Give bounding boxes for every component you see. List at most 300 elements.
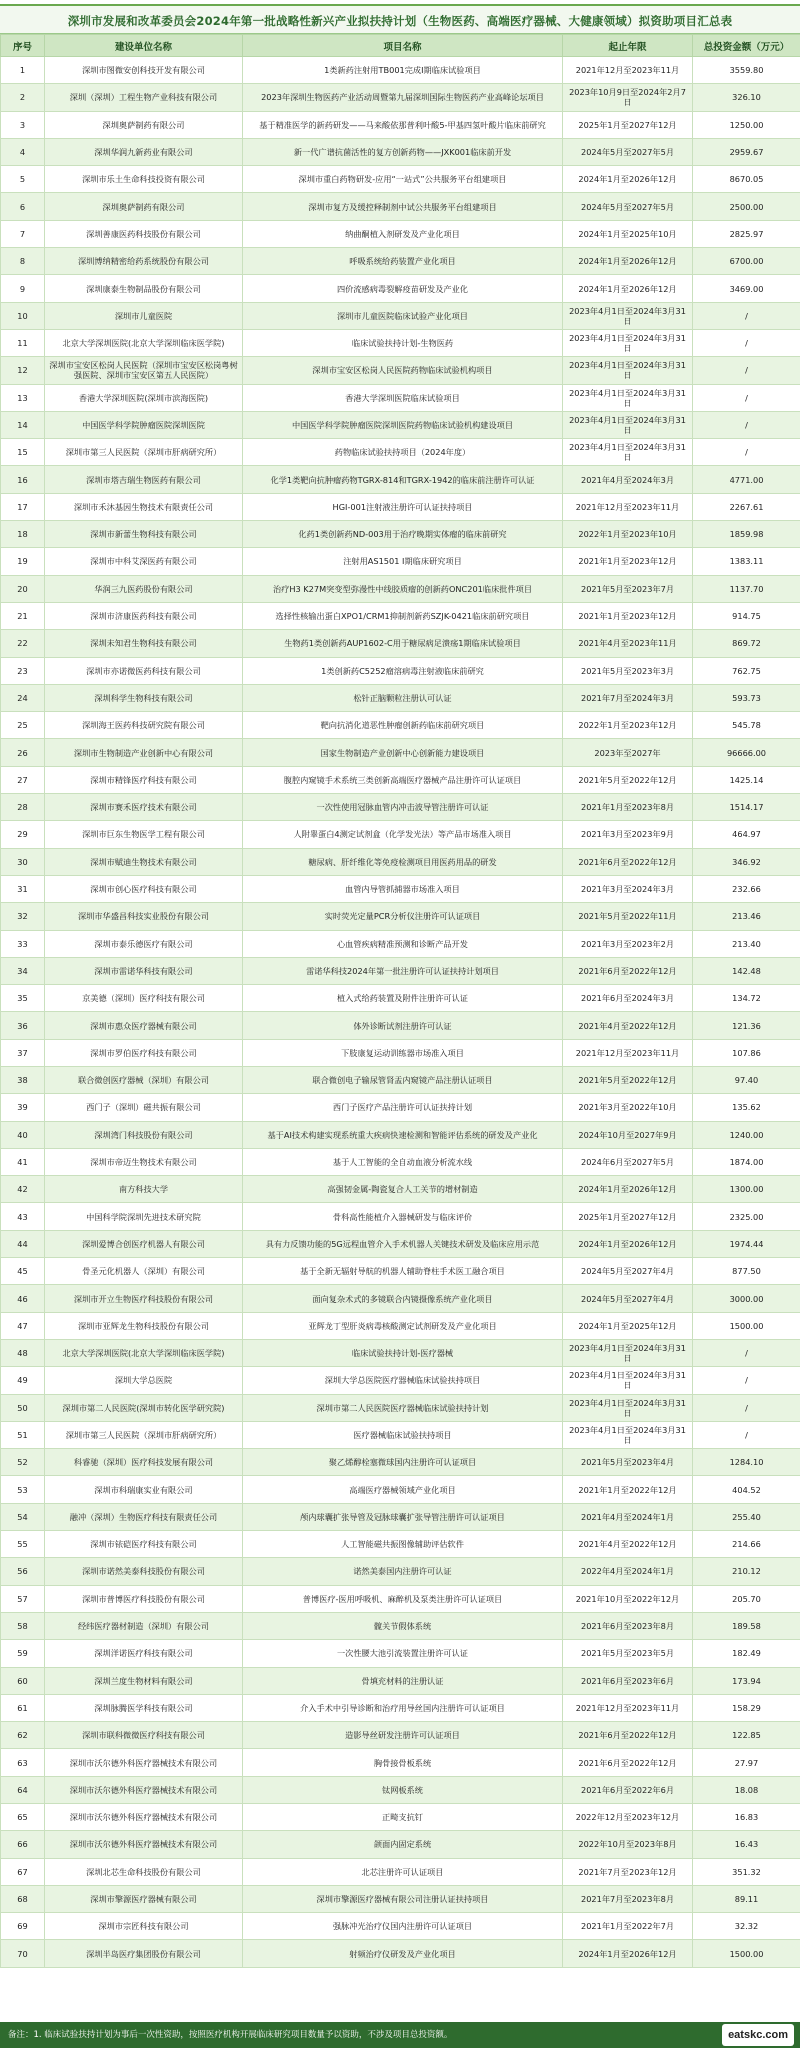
table-row: [1, 985, 800, 1012]
cell-period: 2024年1月至2026年12月: [563, 248, 693, 275]
cell-organization: 深圳爱博合创医疗机器人有限公司: [45, 1230, 243, 1257]
cell-amount: 1425.14: [693, 766, 800, 793]
cell-amount: 213.46: [693, 903, 800, 930]
cell-index: 38: [1, 1066, 45, 1093]
cell-project: 人附睾蛋白4测定试剂盒（化学发光法）等产品市场准入项目: [243, 821, 563, 848]
cell-organization: 联合微创医疗器械（深圳）有限公司: [45, 1066, 243, 1093]
cell-index: 30: [1, 848, 45, 875]
table-row: [1, 1121, 800, 1148]
cell-organization: 深圳奥萨制药有限公司: [45, 111, 243, 138]
cell-period: 2022年12月至2023年12月: [563, 1804, 693, 1831]
header-organization: 建设单位名称: [45, 35, 243, 57]
cell-index: 43: [1, 1203, 45, 1230]
table-row: [1, 712, 800, 739]
cell-organization: 深圳奥萨制药有限公司: [45, 193, 243, 220]
cell-project: 钛网板系统: [243, 1776, 563, 1803]
cell-index: 62: [1, 1722, 45, 1749]
cell-amount: 1500.00: [693, 1940, 800, 1967]
cell-amount: 914.75: [693, 602, 800, 629]
cell-organization: 深圳市第三人民医院（深圳市肝病研究所）: [45, 1421, 243, 1448]
cell-organization: 深圳市赋迪生物技术有限公司: [45, 848, 243, 875]
cell-organization: 北京大学深圳医院(北京大学深圳临床医学院): [45, 329, 243, 356]
cell-amount: 135.62: [693, 1094, 800, 1121]
cell-project: 靶向抗消化道恶性肿瘤创新药临床前研究项目: [243, 712, 563, 739]
cell-amount: 3559.80: [693, 57, 800, 84]
cell-index: 4: [1, 138, 45, 165]
table-row: [1, 411, 800, 438]
cell-amount: 214.66: [693, 1531, 800, 1558]
cell-amount: 593.73: [693, 684, 800, 711]
cell-project: 选择性核输出蛋白XPO1/CRM1抑制剂新药SZJK-0421临床前研究项目: [243, 602, 563, 629]
cell-organization: 深圳市亦诺微医药科技有限公司: [45, 657, 243, 684]
cell-organization: 南方科技大学: [45, 1176, 243, 1203]
cell-project: 医疗器械临床试验扶持项目: [243, 1421, 563, 1448]
table-row: [1, 138, 800, 165]
cell-organization: 深圳市惠众医疗器械有限公司: [45, 1012, 243, 1039]
table-row: [1, 466, 800, 493]
funding-table: [0, 34, 800, 1968]
cell-organization: 科睿驰（深圳）医疗科技发展有限公司: [45, 1449, 243, 1476]
cell-period: 2021年4月至2022年12月: [563, 1531, 693, 1558]
table-row: [1, 111, 800, 138]
table-row: [1, 1558, 800, 1585]
cell-project: 亚辉龙丁型肝炎病毒核酸测定试剂研发及产业化项目: [243, 1312, 563, 1339]
cell-index: 16: [1, 466, 45, 493]
table-row: [1, 684, 800, 711]
cell-organization: 深圳市巨东生物医学工程有限公司: [45, 821, 243, 848]
cell-period: 2021年5月至2022年12月: [563, 1066, 693, 1093]
cell-amount: 1137.70: [693, 575, 800, 602]
cell-amount: 1500.00: [693, 1312, 800, 1339]
cell-period: 2021年5月至2023年4月: [563, 1449, 693, 1476]
cell-organization: 中国医学科学院肿瘤医院深圳医院: [45, 411, 243, 438]
cell-project: 诺然美泰国内注册许可认证: [243, 1558, 563, 1585]
cell-index: 49: [1, 1367, 45, 1394]
cell-amount: /: [693, 1421, 800, 1448]
cell-index: 3: [1, 111, 45, 138]
cell-amount: 134.72: [693, 985, 800, 1012]
cell-amount: 1240.00: [693, 1121, 800, 1148]
cell-amount: 107.86: [693, 1039, 800, 1066]
cell-organization: 深圳（深圳）工程生物产业科技有限公司: [45, 84, 243, 111]
cell-amount: 2267.61: [693, 493, 800, 520]
cell-project: 血管内导管抓捕器市场准入项目: [243, 875, 563, 902]
cell-project: 深圳大学总医院医疗器械临床试验扶持项目: [243, 1367, 563, 1394]
cell-organization: 深圳市沃尔德外科医疗器械技术有限公司: [45, 1749, 243, 1776]
cell-period: 2024年1月至2026年12月: [563, 1940, 693, 1967]
cell-project: 具有力反馈功能的5G远程血管介入手术机器人关键技术研发及临床应用示范: [243, 1230, 563, 1257]
cell-index: 65: [1, 1804, 45, 1831]
table-row: [1, 57, 800, 84]
table-row: [1, 903, 800, 930]
cell-amount: 96666.00: [693, 739, 800, 766]
cell-index: 11: [1, 329, 45, 356]
cell-index: 9: [1, 275, 45, 302]
cell-project: 基于人工智能的全自动血液分析流水线: [243, 1148, 563, 1175]
cell-period: 2021年6月至2022年12月: [563, 848, 693, 875]
cell-organization: 深圳市新蕾生物科技有限公司: [45, 521, 243, 548]
cell-period: 2024年10月至2027年9月: [563, 1121, 693, 1148]
cell-organization: 深圳半岛医疗集团股份有限公司: [45, 1940, 243, 1967]
cell-amount: 122.85: [693, 1722, 800, 1749]
cell-project: 基于全新无辐射导航的机器人辅助脊柱手术医工融合项目: [243, 1258, 563, 1285]
cell-amount: 182.49: [693, 1640, 800, 1667]
cell-period: 2021年12月至2023年11月: [563, 493, 693, 520]
cell-organization: 深圳市科瑞康实业有限公司: [45, 1476, 243, 1503]
cell-period: 2021年5月至2022年12月: [563, 766, 693, 793]
cell-project: 临床试验扶持计划-生物医药: [243, 329, 563, 356]
table-row: [1, 521, 800, 548]
table-row: [1, 1094, 800, 1121]
cell-index: 47: [1, 1312, 45, 1339]
cell-period: 2021年7月至2023年12月: [563, 1858, 693, 1885]
table-row: [1, 739, 800, 766]
cell-project: 植入式给药装置及附件注册许可认证: [243, 985, 563, 1012]
table-row: [1, 1858, 800, 1885]
cell-index: 70: [1, 1940, 45, 1967]
cell-period: 2021年7月至2023年8月: [563, 1885, 693, 1912]
table-row: [1, 548, 800, 575]
cell-organization: 深圳市儿童医院: [45, 302, 243, 329]
cell-project: 联合微创电子输尿管肾盂内窥镜产品注册认证项目: [243, 1066, 563, 1093]
cell-period: 2024年1月至2026年12月: [563, 1176, 693, 1203]
cell-amount: 213.40: [693, 930, 800, 957]
cell-project: 体外诊断试剂注册许可认证: [243, 1012, 563, 1039]
cell-amount: 1383.11: [693, 548, 800, 575]
cell-organization: 深圳大学总医院: [45, 1367, 243, 1394]
cell-amount: /: [693, 357, 800, 384]
table-row: [1, 575, 800, 602]
cell-index: 39: [1, 1094, 45, 1121]
cell-period: 2021年3月至2023年9月: [563, 821, 693, 848]
cell-project: 雷诺华科技2024年第一批注册许可认证扶持计划项目: [243, 957, 563, 984]
header-amount: 总投资金额（万元）: [693, 35, 800, 57]
cell-organization: 深圳市第三人民医院（深圳市肝病研究所）: [45, 439, 243, 466]
table-row: [1, 439, 800, 466]
cell-index: 48: [1, 1339, 45, 1366]
cell-amount: 4771.00: [693, 466, 800, 493]
cell-period: 2024年5月至2027年4月: [563, 1285, 693, 1312]
cell-period: 2021年12月至2023年11月: [563, 1039, 693, 1066]
cell-amount: 158.29: [693, 1694, 800, 1721]
cell-project: 北芯注册许可认证项目: [243, 1858, 563, 1885]
cell-organization: 深圳市泰乐德医疗有限公司: [45, 930, 243, 957]
cell-organization: 深圳湾门科技股份有限公司: [45, 1121, 243, 1148]
cell-organization: 北京大学深圳医院(北京大学深圳临床医学院): [45, 1339, 243, 1366]
cell-index: 63: [1, 1749, 45, 1776]
cell-amount: /: [693, 384, 800, 411]
cell-amount: 1974.44: [693, 1230, 800, 1257]
cell-index: 23: [1, 657, 45, 684]
cell-project: 2023年深圳生物医药产业活动周暨第九届深圳国际生物医药产业高峰论坛项目: [243, 84, 563, 111]
table-row: [1, 1831, 800, 1858]
cell-project: 基于精准医学的新药研发——马来酸依那普利叶酸5-甲基四氢叶酸片临床前研究: [243, 111, 563, 138]
cell-period: 2023年4月1日至2024年3月31日: [563, 1421, 693, 1448]
cell-index: 34: [1, 957, 45, 984]
table-row: [1, 602, 800, 629]
cell-period: 2021年6月至2022年12月: [563, 957, 693, 984]
cell-index: 6: [1, 193, 45, 220]
cell-amount: /: [693, 1394, 800, 1421]
cell-project: 纳曲酮植入剂研发及产业化项目: [243, 220, 563, 247]
cell-period: 2023年4月1日至2024年3月31日: [563, 1339, 693, 1366]
table-row: [1, 1694, 800, 1721]
cell-index: 24: [1, 684, 45, 711]
cell-period: 2021年6月至2022年12月: [563, 1749, 693, 1776]
cell-project: 深圳市第二人民医院医疗器械临床试验扶持计划: [243, 1394, 563, 1421]
table-row: [1, 1749, 800, 1776]
cell-period: 2021年6月至2023年6月: [563, 1667, 693, 1694]
table-row: [1, 84, 800, 111]
cell-organization: 深圳善康医药科技股份有限公司: [45, 220, 243, 247]
cell-period: 2023年4月1日至2024年3月31日: [563, 302, 693, 329]
cell-project: 高强韧金属-陶瓷复合人工关节的增材制造: [243, 1176, 563, 1203]
cell-project: 深圳市擎源医疗器械有限公司注册认证扶持项目: [243, 1885, 563, 1912]
cell-period: 2021年7月至2024年3月: [563, 684, 693, 711]
cell-organization: 深圳海王医药科技研究院有限公司: [45, 712, 243, 739]
cell-amount: 18.08: [693, 1776, 800, 1803]
table-row: [1, 630, 800, 657]
cell-project: 正畸支抗钉: [243, 1804, 563, 1831]
cell-organization: 深圳市创心医疗科技有限公司: [45, 875, 243, 902]
table-row: [1, 957, 800, 984]
cell-project: 深圳市复方及缓控释制剂中试公共服务平台组建项目: [243, 193, 563, 220]
cell-project: 颌面内固定系统: [243, 1831, 563, 1858]
cell-project: 深圳市宝安区松岗人民医院药物临床试验机构项目: [243, 357, 563, 384]
cell-period: 2022年1月至2023年12月: [563, 712, 693, 739]
cell-project: 糖尿病、肝纤维化等免疫检测项目用医药用品的研发: [243, 848, 563, 875]
cell-organization: 深圳市宝安区松岗人民医院（深圳市宝安区松岗粤树强医院、深圳市宝安区第五人民医院）: [45, 357, 243, 384]
cell-project: 普博医疗-医用呼吸机、麻醉机及泵类注册许可认证项目: [243, 1585, 563, 1612]
cell-project: 呼吸系统给药装置产业化项目: [243, 248, 563, 275]
cell-organization: 深圳市联科微微医疗科技有限公司: [45, 1722, 243, 1749]
cell-amount: 16.83: [693, 1804, 800, 1831]
table-row: [1, 1258, 800, 1285]
cell-organization: 深圳洋诺医疗科技有限公司: [45, 1640, 243, 1667]
cell-index: 69: [1, 1913, 45, 1940]
cell-organization: 深圳市铱硙医疗科技有限公司: [45, 1531, 243, 1558]
cell-organization: 经纬医疗器材制造（深圳）有限公司: [45, 1612, 243, 1639]
cell-index: 10: [1, 302, 45, 329]
cell-index: 68: [1, 1885, 45, 1912]
cell-period: 2023年4月1日至2024年3月31日: [563, 411, 693, 438]
cell-organization: 深圳市第二人民医院(深圳市转化医学研究院): [45, 1394, 243, 1421]
cell-project: 介入手术中引导诊断和治疗用导丝国内注册许可认证项目: [243, 1694, 563, 1721]
cell-period: 2021年1月至2022年12月: [563, 1476, 693, 1503]
cell-amount: /: [693, 411, 800, 438]
table-header-row: [1, 35, 800, 57]
cell-amount: 1300.00: [693, 1176, 800, 1203]
cell-organization: 融冲（深圳）生物医疗科技有限责任公司: [45, 1503, 243, 1530]
table-row: [1, 1585, 800, 1612]
cell-period: 2021年6月至2023年8月: [563, 1612, 693, 1639]
table-row: [1, 1476, 800, 1503]
cell-amount: 142.48: [693, 957, 800, 984]
table-row: [1, 1940, 800, 1967]
cell-project: 造影导丝研发注册许可认证项目: [243, 1722, 563, 1749]
cell-amount: 189.58: [693, 1612, 800, 1639]
cell-organization: 深圳市罗伯医疗科技有限公司: [45, 1039, 243, 1066]
cell-amount: 16.43: [693, 1831, 800, 1858]
cell-period: 2021年3月至2024年3月: [563, 875, 693, 902]
cell-project: 临床试验扶持计划-医疗器械: [243, 1339, 563, 1366]
cell-amount: 173.94: [693, 1667, 800, 1694]
cell-index: 18: [1, 521, 45, 548]
cell-index: 56: [1, 1558, 45, 1585]
cell-organization: 深圳兰度生物材料有限公司: [45, 1667, 243, 1694]
cell-project: 面向复杂术式的多镜联合内镜摄像系统产业化项目: [243, 1285, 563, 1312]
cell-index: 35: [1, 985, 45, 1012]
cell-period: 2025年1月至2027年12月: [563, 1203, 693, 1230]
cell-index: 51: [1, 1421, 45, 1448]
cell-amount: 232.66: [693, 875, 800, 902]
table-row: [1, 302, 800, 329]
cell-organization: 深圳市赛禾医疗技术有限公司: [45, 794, 243, 821]
table-row: [1, 848, 800, 875]
cell-amount: 545.78: [693, 712, 800, 739]
cell-period: 2023年4月1日至2024年3月31日: [563, 1367, 693, 1394]
cell-index: 58: [1, 1612, 45, 1639]
cell-period: 2021年3月至2022年10月: [563, 1094, 693, 1121]
cell-index: 22: [1, 630, 45, 657]
cell-organization: 深圳市济康医药科技有限公司: [45, 602, 243, 629]
table-row: [1, 1503, 800, 1530]
cell-organization: 深圳市生物制造产业创新中心有限公司: [45, 739, 243, 766]
cell-project: 1类创新药C5252瘤溶病毒注射液临床前研究: [243, 657, 563, 684]
cell-amount: 1284.10: [693, 1449, 800, 1476]
cell-amount: 32.32: [693, 1913, 800, 1940]
cell-organization: 深圳市沃尔德外科医疗器械技术有限公司: [45, 1804, 243, 1831]
table-row: [1, 1885, 800, 1912]
cell-project: 化学1类靶向抗肿瘤药物TGRX-814和TGRX-1942的临床前注册许可认证: [243, 466, 563, 493]
table-row: [1, 1339, 800, 1366]
table-body: [1, 57, 800, 1968]
cell-period: 2021年10月至2022年12月: [563, 1585, 693, 1612]
cell-amount: 2325.00: [693, 1203, 800, 1230]
table-row: [1, 1722, 800, 1749]
cell-project: 聚乙烯醇栓塞微球国内注册许可认证项目: [243, 1449, 563, 1476]
cell-period: 2021年4月至2024年3月: [563, 466, 693, 493]
cell-period: 2023年4月1日至2024年3月31日: [563, 357, 693, 384]
cell-index: 26: [1, 739, 45, 766]
cell-project: 新一代广谱抗菌活性的复方创新药物——JXK001临床前开发: [243, 138, 563, 165]
cell-index: 14: [1, 411, 45, 438]
cell-period: 2022年4月至2024年1月: [563, 1558, 693, 1585]
cell-amount: 2500.00: [693, 193, 800, 220]
cell-project: 骨填充材料的注册认证: [243, 1667, 563, 1694]
table-row: [1, 166, 800, 193]
cell-period: 2021年5月至2023年5月: [563, 1640, 693, 1667]
cell-organization: 深圳北芯生命科技股份有限公司: [45, 1858, 243, 1885]
cell-organization: 深圳市亚辉龙生物科技股份有限公司: [45, 1312, 243, 1339]
cell-amount: 762.75: [693, 657, 800, 684]
cell-amount: /: [693, 1339, 800, 1366]
cell-project: 一次性腰大池引流装置注册许可认证: [243, 1640, 563, 1667]
cell-period: 2024年6月至2027年5月: [563, 1148, 693, 1175]
table-row: [1, 493, 800, 520]
table-row: [1, 1776, 800, 1803]
cell-organization: 深圳市华盛昌科技实业股份有限公司: [45, 903, 243, 930]
cell-index: 60: [1, 1667, 45, 1694]
table-row: [1, 1640, 800, 1667]
table-row: [1, 657, 800, 684]
cell-period: 2022年10月至2023年8月: [563, 1831, 693, 1858]
cell-organization: 深圳市沃尔德外科医疗器械技术有限公司: [45, 1776, 243, 1803]
cell-amount: 326.10: [693, 84, 800, 111]
cell-amount: 255.40: [693, 1503, 800, 1530]
header-index: 序号: [1, 35, 45, 57]
cell-project: 深圳市儿童医院临床试验产业化项目: [243, 302, 563, 329]
cell-project: 松针正脑颗粒注册认可认证: [243, 684, 563, 711]
cell-index: 21: [1, 602, 45, 629]
table-row: [1, 794, 800, 821]
cell-amount: 3469.00: [693, 275, 800, 302]
cell-period: 2021年5月至2023年7月: [563, 575, 693, 602]
cell-organization: 深圳市普博医疗科技股份有限公司: [45, 1585, 243, 1612]
cell-index: 50: [1, 1394, 45, 1421]
cell-index: 37: [1, 1039, 45, 1066]
cell-index: 8: [1, 248, 45, 275]
cell-index: 28: [1, 794, 45, 821]
cell-amount: 351.32: [693, 1858, 800, 1885]
footnote: 备注：1. 临床试验扶持计划为事后一次性资助，按照医疗机构开展临床研究项目数量予以资助，不涉及项目总投资额。: [0, 2022, 800, 2048]
table-row: [1, 1667, 800, 1694]
cell-index: 55: [1, 1531, 45, 1558]
cell-project: 胸骨接骨板系统: [243, 1749, 563, 1776]
cell-period: 2024年1月至2026年12月: [563, 275, 693, 302]
cell-index: 36: [1, 1012, 45, 1039]
cell-project: 西门子医疗产品注册许可认证扶持计划: [243, 1094, 563, 1121]
cell-index: 12: [1, 357, 45, 384]
cell-amount: /: [693, 1367, 800, 1394]
cell-project: 注射用AS1501 I期临床研究项目: [243, 548, 563, 575]
cell-organization: 深圳市帝迈生物技术有限公司: [45, 1148, 243, 1175]
cell-amount: 205.70: [693, 1585, 800, 1612]
table-row: [1, 1804, 800, 1831]
cell-period: 2023年4月1日至2024年3月31日: [563, 439, 693, 466]
table-row: [1, 1012, 800, 1039]
cell-index: 13: [1, 384, 45, 411]
cell-organization: 深圳市禾沐基因生物技术有限责任公司: [45, 493, 243, 520]
cell-amount: 2959.67: [693, 138, 800, 165]
table-row: [1, 1230, 800, 1257]
cell-index: 1: [1, 57, 45, 84]
cell-period: 2021年4月至2023年11月: [563, 630, 693, 657]
cell-project: 深圳市重白药物研发-应用“一站式”公共服务平台组建项目: [243, 166, 563, 193]
cell-project: 基于AI技术构建实现系统重大疾病快速检测和智能评估系统的研发及产业化: [243, 1121, 563, 1148]
table-row: [1, 1312, 800, 1339]
cell-amount: 1514.17: [693, 794, 800, 821]
table-row: [1, 1066, 800, 1093]
cell-project: 人工智能磁共振图像辅助评估软件: [243, 1531, 563, 1558]
cell-index: 33: [1, 930, 45, 957]
cell-index: 7: [1, 220, 45, 247]
cell-index: 57: [1, 1585, 45, 1612]
cell-organization: 深圳市图微安创科技开发有限公司: [45, 57, 243, 84]
cell-period: 2021年6月至2024年3月: [563, 985, 693, 1012]
cell-project: 颅内球囊扩张导管及冠脉球囊扩张导管注册许可认证项目: [243, 1503, 563, 1530]
cell-project: 国家生物制造产业创新中心创新能力建设项目: [243, 739, 563, 766]
cell-index: 40: [1, 1121, 45, 1148]
cell-index: 59: [1, 1640, 45, 1667]
cell-project: 腹腔内窥镜手术系统三类创新高端医疗器械产品注册许可认证项目: [243, 766, 563, 793]
cell-organization: 深圳市开立生物医疗科技股份有限公司: [45, 1285, 243, 1312]
table-row: [1, 875, 800, 902]
cell-project: 骨科高性能植介入器械研发与临床评价: [243, 1203, 563, 1230]
table-row: [1, 193, 800, 220]
header-period: 起止年限: [563, 35, 693, 57]
cell-period: 2021年12月至2023年11月: [563, 1694, 693, 1721]
